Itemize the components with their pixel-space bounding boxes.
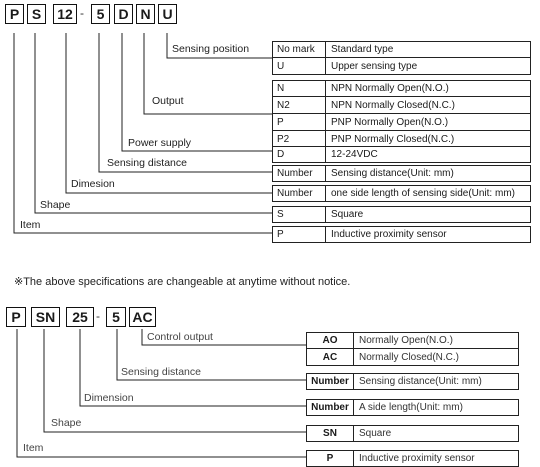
row-key: U (273, 58, 326, 74)
row-value: Square (359, 428, 392, 439)
row-value: Normally Closed(N.C.) (359, 351, 460, 363)
row-key: N2 (273, 97, 326, 113)
table-row (272, 58, 531, 75)
table-row (272, 185, 531, 202)
row-key: AC (307, 349, 354, 365)
row-value: Sensing distance(Unit: mm) (331, 168, 454, 179)
row-value: NPN Normally Closed(N.C.) (331, 99, 455, 111)
code-dash: - (96, 309, 100, 323)
row-key: Number (307, 400, 354, 415)
row-key: Number (273, 166, 326, 181)
code-box-power-supply: D (114, 4, 133, 24)
row-value: 12-24VDC (331, 149, 378, 160)
row-value: PNP Normally Open(N.O.) (331, 116, 449, 128)
row-key: P2 (273, 131, 326, 147)
table-row (272, 226, 531, 243)
specification-note: ※The above specifications are changeable at anytime without notice. (14, 276, 351, 288)
table-row (272, 80, 531, 97)
label-dimension: Dimension (84, 392, 134, 404)
table-row (306, 332, 519, 349)
row-value: PNP Normally Closed(N.C.) (331, 133, 455, 145)
table-row (272, 146, 531, 163)
table-row (272, 41, 531, 58)
table-row (272, 97, 531, 114)
row-key: Number (307, 374, 354, 389)
label-sensing-position: Sensing position (172, 43, 250, 55)
row-key: P (307, 451, 354, 466)
label-dimension: Dimesion (71, 178, 115, 190)
row-key: Number (273, 186, 326, 201)
row-key: P (273, 227, 326, 242)
row-value: NPN Normally Open(N.O.) (331, 83, 449, 94)
code-dash: - (80, 6, 84, 20)
row-key: S (273, 207, 326, 222)
label-item: Item (20, 219, 41, 231)
label-power-supply: Power supply (128, 137, 192, 149)
row-value: Upper sensing type (331, 60, 418, 72)
row-key: P (273, 114, 326, 130)
row-key: D (273, 147, 326, 162)
code-box-shape: SN (31, 307, 60, 327)
label-sensing-distance: Sensing distance (121, 366, 201, 378)
label-sensing-distance: Sensing distance (107, 157, 187, 169)
row-value: Sensing distance(Unit: mm) (359, 376, 482, 387)
label-control-output: Control output (147, 331, 213, 343)
row-value: A side length(Unit: mm) (359, 402, 463, 413)
table-row (306, 373, 519, 390)
table-row (306, 399, 519, 416)
row-value: Square (331, 209, 364, 220)
row-key: N (273, 81, 326, 96)
label-shape: Shape (51, 417, 82, 429)
label-output: Output (152, 95, 184, 107)
row-value: one side length of sensing side(Unit: mm) (331, 188, 515, 199)
table-row (306, 450, 519, 467)
code-box-dimension: 25 (66, 307, 94, 327)
row-value: Normally Open(N.O.) (359, 335, 453, 346)
row-key: AO (307, 333, 354, 348)
table-row (306, 425, 519, 442)
code-box-sensing-position: U (158, 4, 177, 24)
label-shape: Shape (40, 199, 71, 211)
code-box-sensing-distance: 5 (91, 4, 110, 24)
code-box-dimension: 12 (53, 4, 77, 24)
table-row (306, 349, 519, 366)
code-box-sensing-distance: 5 (106, 307, 126, 327)
table-row (272, 114, 531, 131)
label-item: Item (23, 442, 44, 454)
code-box-item: P (5, 4, 24, 24)
code-box-shape: S (27, 4, 46, 24)
table-row (272, 206, 531, 223)
code-box-item: P (6, 307, 26, 327)
row-key: SN (307, 426, 354, 441)
table-row (272, 165, 531, 182)
row-key: No mark (273, 42, 326, 57)
row-value: Standard type (331, 44, 394, 55)
code-box-control-output: AC (129, 307, 156, 327)
row-value: Inductive proximity sensor (359, 453, 475, 464)
row-value: Inductive proximity sensor (331, 229, 447, 240)
code-box-output: N (136, 4, 155, 24)
